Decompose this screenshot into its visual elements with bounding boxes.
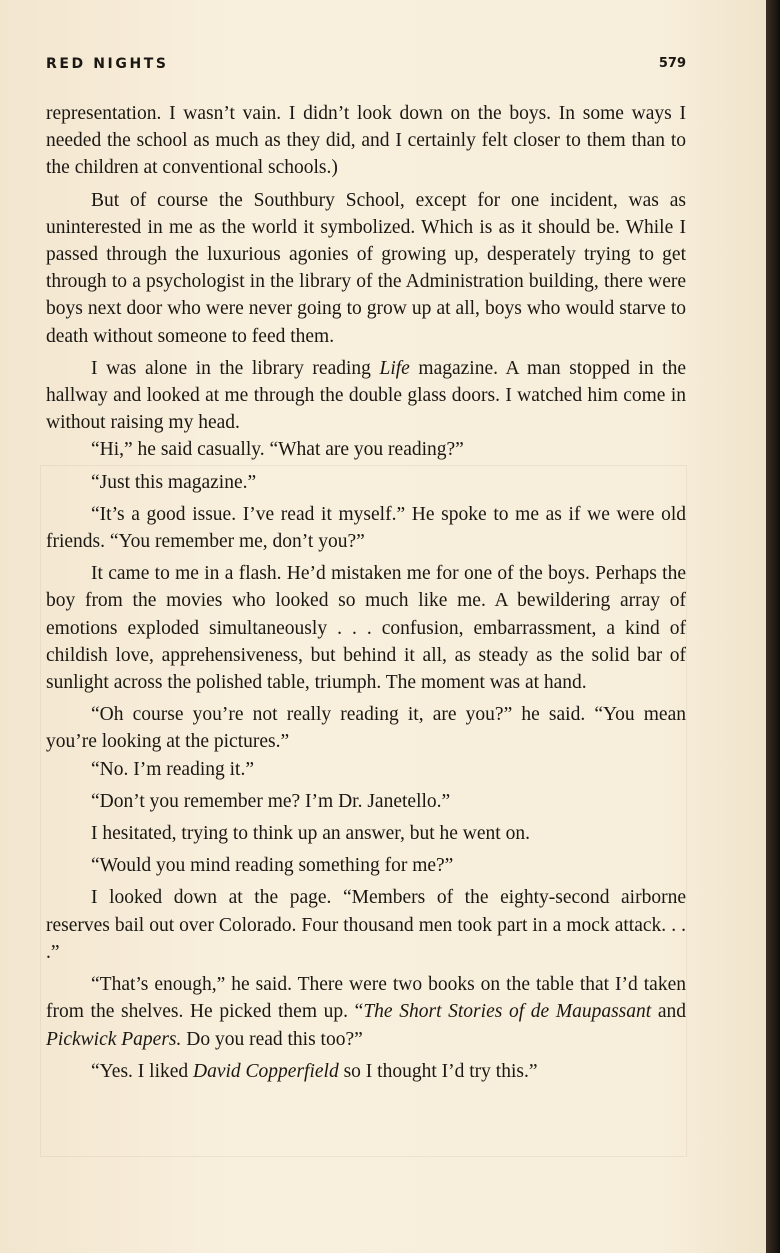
text-run: But of course the Southbury School, except for one incident, was as uninterested in me as the world it symbolized. Which is as it should be. While I passed through the luxurious agonies of growing up, desperately trying to get through to a psychologist in the library of the Administration building, there were boys next door who were never going to grow up at all, boys who would starve to death without someone to feed them.	[46, 189, 686, 347]
text-run: “It’s a good issue. I’ve read it myself.” He spoke to me as if we were old friends. “You remember me, don’t you?”	[46, 503, 686, 553]
italic-title: The Short Stories of de Maupassant	[363, 1001, 652, 1023]
running-title: RED NIGHTS	[46, 56, 169, 72]
text-run: “Yes. I liked	[91, 1060, 194, 1082]
paragraph	[46, 884, 686, 966]
paragraph	[46, 436, 686, 463]
paragraph	[46, 501, 686, 555]
italic-title: Life	[379, 357, 410, 379]
text-run: It came to me in a flash. He’d mistaken me for one of the boys. Perhaps the boy from the movies who looked so much like me. A bewildering array of emotions exploded simultaneously . . . confusion, embarrassment, a kind of childish love, apprehensiveness, but behind it all, as steady as the solid bar of sunlight across the polished table, triumph. The moment was at hand.	[46, 563, 686, 694]
text-run: magazine. A man stopped in the hallway and looked at me through the double glass doors. I watched him come in without raising my head.	[46, 357, 686, 434]
text-run: Do you read this too?”	[181, 1028, 363, 1050]
paragraph	[46, 971, 686, 1053]
page-edge-shadow	[766, 0, 780, 1253]
text-run: I hesitated, trying to think up an answer, but he went on.	[91, 823, 530, 845]
paragraph	[46, 187, 686, 350]
paragraph	[46, 820, 686, 847]
text-run: I looked down at the page. “Members of the eighty-second airborne reserves bail out over Colorado. Four thousand men took part in a mock attack. . . .”	[46, 887, 686, 963]
paragraph	[46, 756, 686, 783]
text-run: I was alone in the library reading	[91, 357, 380, 379]
text-run: “Oh course you’re not really reading it, are you?” he said. “You mean you’re looking at the pictures.”	[46, 704, 686, 753]
paragraph	[46, 1058, 686, 1085]
body-text	[46, 100, 686, 1085]
paragraph	[46, 852, 686, 879]
text-run: “Just this magazine.”	[91, 471, 257, 493]
running-head	[46, 56, 686, 76]
page-number: 579	[658, 56, 686, 71]
italic-title: David Copperfield	[193, 1060, 339, 1082]
paragraph	[46, 788, 686, 815]
text-run: “Don’t you remember me? I’m Dr. Janetello.”	[91, 790, 451, 812]
paragraph	[46, 355, 686, 437]
paragraph	[46, 701, 686, 755]
text-run: and	[651, 1001, 686, 1023]
text-run: “No. I’m reading it.”	[91, 758, 254, 780]
text-run: “Would you mind reading something for me?”	[91, 855, 454, 877]
text-run: “That’s enough,” he said. There were two books on the table that I’d taken from the shelves. He picked them up. “	[46, 974, 686, 1023]
italic-title: Pickwick Papers.	[46, 1028, 182, 1050]
paragraph	[46, 560, 686, 696]
paragraph	[46, 100, 686, 182]
paragraph	[46, 469, 686, 496]
text-run: representation. I wasn’t vain. I didn’t look down on the boys. In some ways I needed the school as much as they did, and I certainly felt closer to them than to the children at conventional schools.)	[46, 103, 686, 179]
text-run: so I thought I’d try this.”	[338, 1060, 538, 1082]
text-run: “Hi,” he said casually. “What are you reading?”	[91, 439, 464, 461]
